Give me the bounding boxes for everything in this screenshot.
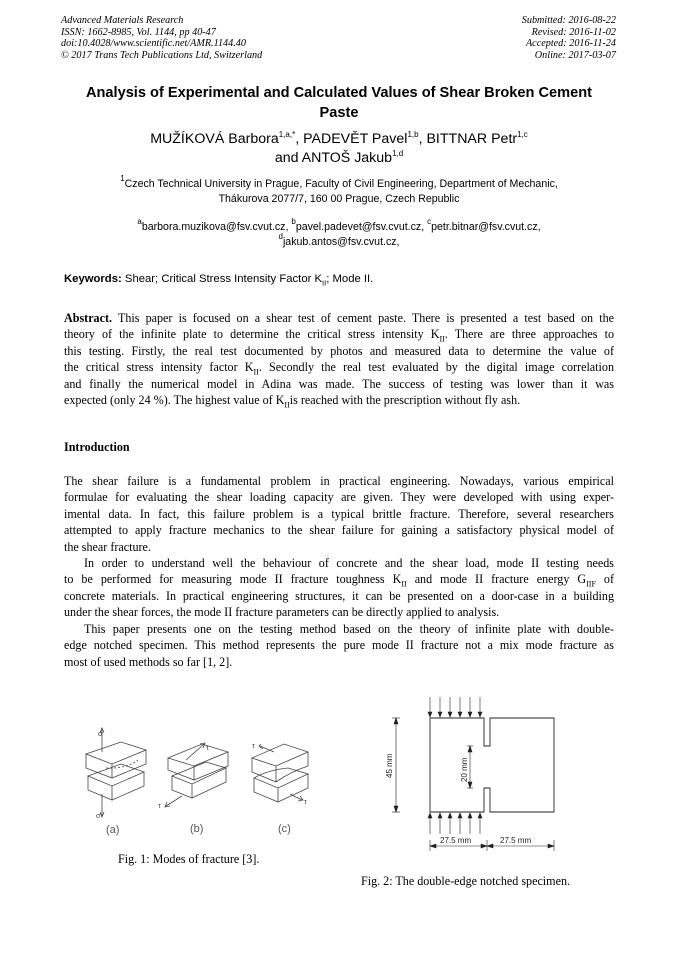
abstract-sub-4: II [253, 367, 259, 377]
p1-line-4: attempted to apply fracture mechanics to the shear failure for gaining a satisfactory physical model of [64, 523, 614, 538]
intro-paragraph-1 [64, 473, 614, 555]
affiliation-line-2: Thákurova 2077/7, 160 00 Prague, Czech Republic [218, 192, 460, 205]
author-3: BITTNAR Petr [426, 131, 518, 147]
email-line-1 [40, 217, 638, 235]
mode-a-drawing [86, 728, 146, 817]
author-2-sup: 1,b [407, 130, 419, 139]
p2-line-4: under the shear forces, the mode II fracture parameters can be directly applied to analysis. [64, 605, 500, 620]
journal-name: Advanced Materials Research [61, 15, 184, 26]
abstract [64, 310, 614, 408]
p1-line-1: The shear failure is a fundamental problem in practical engineering. Nowadays, various empirical [64, 474, 614, 488]
p2-line-1: In order to understand well the behaviour of concrete and the shear load, mode II testing needs [84, 556, 614, 570]
abstract-sub-2: II [439, 334, 445, 344]
abstract-text-6b: is reached with the prescription without fly ash. [289, 393, 521, 408]
figure-modes-of-fracture [76, 724, 316, 844]
date-submitted: Submitted: 2016-08-22 [521, 15, 616, 26]
p3-line-3: most of used methods so far [1, 2]. [64, 654, 233, 669]
date-accepted: Accepted: 2016-11-24 [525, 38, 616, 50]
figure-2-caption: Fig. 2: The double-edge notched specimen. [361, 874, 571, 888]
author-1: MUŽÍKOVÁ Barbora [150, 131, 279, 147]
affiliation-line-1 [40, 174, 638, 192]
journal-copyright: © 2017 Trans Tech Publications Ltd, Switzerland [61, 49, 263, 61]
email-d[interactable]: jakub.antos@fsv.cvut.cz, [282, 235, 400, 248]
label-b: (b) [190, 823, 204, 835]
title-line-1: Analysis of Experimental and Calculated Values of Shear Broken Cement [85, 85, 593, 101]
email-list [40, 217, 638, 249]
author-4: and ANTOŠ Jakub [274, 150, 393, 166]
email-b[interactable]: pavel.padevet@fsv.cvut.cz, [295, 221, 425, 233]
abstract-line-6 [64, 392, 614, 408]
top-load-arrows [428, 697, 482, 717]
abstract-sub-6: II [284, 400, 290, 410]
abstract-text-4b: . Secondly the real test evaluated by the digital image correlation [258, 360, 614, 375]
abstract-line-1 [64, 310, 614, 326]
dim-right-label: 27.5 mm [500, 836, 532, 845]
email-d-sup: d [278, 231, 283, 241]
abstract-line-5: and finally the numerical model in Adina was made. The success of testing was lower than it was [64, 376, 614, 391]
keywords-label: Keywords: [64, 273, 122, 285]
author-2: PADEVĚT Pavel [303, 131, 408, 147]
abstract-line-2 [64, 326, 614, 342]
mode-c-drawing [252, 744, 308, 802]
p3-line-1: This paper presents one on the testing method based on the theory of infinite plate with double- [84, 622, 614, 636]
keywords-sub: II [322, 278, 327, 288]
p2-text-2b: and mode II fracture energy G [406, 572, 587, 587]
p2-sub-kii: II [401, 579, 407, 589]
date-revised: Revised: 2016-11-02 [531, 26, 616, 38]
tau-label-c-top: τ [252, 743, 255, 750]
email-c[interactable]: petr.bitnar@fsv.cvut.cz, [431, 221, 541, 233]
abstract-line-4 [64, 359, 614, 375]
affiliation [40, 174, 638, 206]
paper-title [40, 83, 638, 123]
keywords-text-end: ; Mode II. [326, 273, 374, 285]
email-a-sup: a [137, 217, 142, 226]
keywords [64, 273, 373, 287]
email-c-sup: c [427, 217, 432, 226]
tau-label-b-top: τ [206, 745, 209, 752]
email-line-2 [40, 231, 638, 250]
p1-line-3: imental data. In fact, this failure problem is a typical brittle fracture. Therefore, several researchers [64, 506, 614, 521]
p3-line-2: edge notched specimen. This method represents the pure mode II fracture not a mix mode fracture as [64, 638, 614, 653]
dim-height-label: 45 mm [385, 753, 394, 778]
journal-info [61, 15, 262, 61]
author-4-sup: 1,d [392, 149, 404, 158]
journal-issn: ISSN: 1662-8985, Vol. 1144, pp 40-47 [61, 26, 216, 38]
abstract-text-4a: the critical stress intensity factor K [64, 360, 254, 375]
p2-line-3: concrete materials. In practical engineering structures, it can be presented on a door-case in a building [64, 588, 614, 603]
sigma-label-bottom: σ [96, 813, 101, 820]
sigma-label-top: σ [98, 731, 103, 738]
author-line-2 [40, 149, 638, 168]
intro-paragraph-2 [64, 555, 614, 621]
p2-line-2 [64, 571, 614, 587]
keywords-text: Shear; Critical Stress Intensity Factor K [121, 273, 323, 285]
abstract-text-2b: . There are three approaches to [444, 327, 614, 342]
email-a[interactable]: barbora.muzikova@fsv.cvut.cz, [141, 221, 289, 233]
p1-line-5: the shear fracture. [64, 539, 151, 554]
abstract-text-2a: theory of the infinite plate to determine the critical stress intensity K [64, 327, 440, 342]
p2-text-2c: of [595, 572, 614, 587]
submission-dates [522, 15, 616, 61]
abstract-line-3: this testing. Firstly, the real test documented by photos and measured data to determine the value of [64, 343, 614, 358]
dim-notch-label: 20 mm [460, 757, 469, 782]
figure-notched-specimen [372, 694, 562, 856]
journal-doi: doi:10.4028/www.scientific.net/AMR.1144.40 [61, 38, 246, 50]
author-1-sup: 1,a,* [278, 130, 296, 139]
affiliation-text-1: Czech Technical University in Prague, Faculty of Civil Engineering, Department of Mechanic, [124, 178, 558, 190]
specimen-outline [430, 718, 554, 812]
abstract-text-1: This paper is focused on a shear test of cement paste. There is presented a test based on the [117, 311, 614, 325]
title-line-2: Paste [319, 105, 359, 121]
tau-label-c-bottom: τ [304, 799, 307, 806]
intro-paragraph-3 [64, 621, 614, 670]
section-heading-introduction: Introduction [64, 440, 130, 454]
email-b-sup: b [291, 217, 296, 226]
date-online: Online: 2017-03-07 [534, 49, 616, 61]
abstract-label: Abstract. [64, 311, 113, 325]
author-3-sup: 1,c [517, 130, 528, 139]
author-list [40, 130, 638, 168]
tau-label-b-bottom: τ [158, 803, 161, 810]
label-c: (c) [278, 823, 291, 835]
p2-text-2a: to be performed for measuring mode II fracture toughness K [64, 572, 402, 587]
figure-1-caption: Fig. 1: Modes of fracture [3]. [118, 852, 260, 866]
affiliation-sup: 1 [120, 174, 125, 183]
label-a: (a) [106, 824, 120, 836]
bottom-support-arrows [428, 813, 482, 834]
dim-left-label: 27.5 mm [440, 836, 472, 845]
author-line-1: MUŽÍKOVÁ Barbora$^{1,a,*}$, PADEVĚT Pavel$^{1,b}$, BITTNAR Petr$^{1,c}$ [150, 130, 528, 147]
p1-line-2: formulae for evaluating the shear loading capacity are given. They were developed with using exper- [64, 490, 614, 505]
mode-b-drawing [165, 743, 228, 807]
p2-sub-giif: IIF [586, 579, 596, 589]
abstract-text-6a: expected (only 24 %). The highest value of K [64, 393, 285, 408]
